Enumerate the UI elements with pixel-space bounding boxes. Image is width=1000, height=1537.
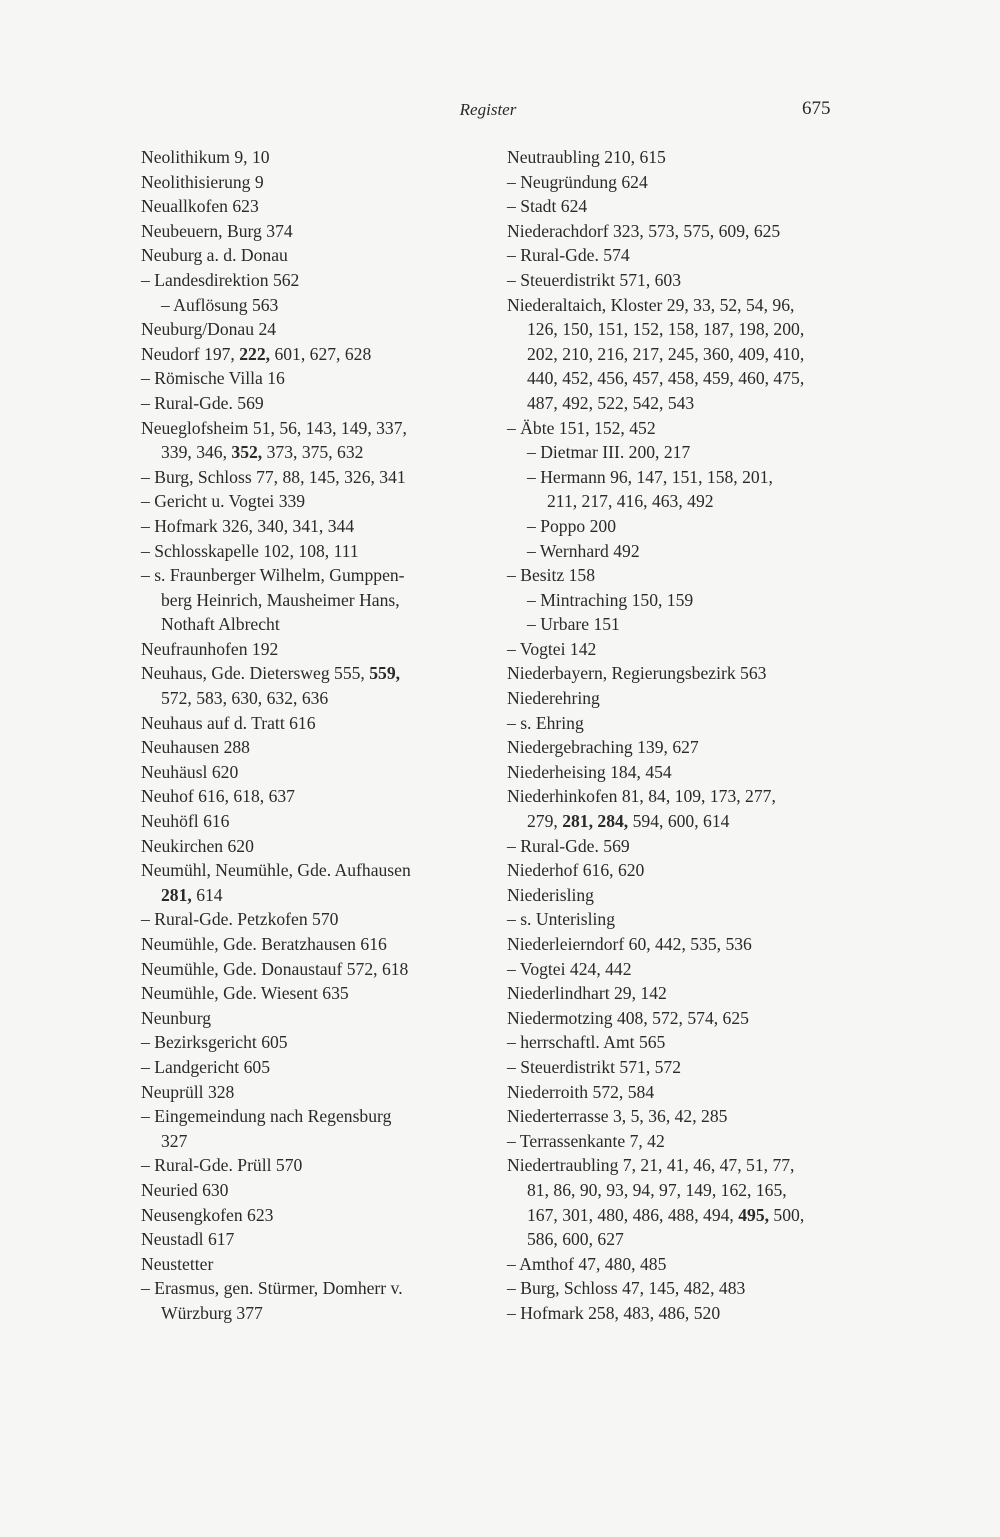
index-entry (507, 760, 843, 785)
index-entry-line: – Stadt 624 (507, 196, 588, 217)
index-entry-line: Niederheising 184, 454 (507, 761, 672, 782)
index-entry-line: Neolithisierung 9 (141, 171, 264, 192)
index-entry (507, 1006, 843, 1031)
index-entry-line: Neutraubling 210, 615 (507, 147, 666, 167)
index-entry-line: – Äbte 151, 152, 452 (507, 417, 656, 438)
index-entry (141, 1104, 479, 1153)
index-entry (141, 711, 479, 736)
index-entry-line: – Auflösung 563 (161, 294, 279, 315)
index-entry-line: Niederlindhart 29, 142 (507, 983, 667, 1004)
index-entry (141, 1030, 479, 1055)
index-entry-line: Neumühle, Gde. Donaustauf 572, 618 (141, 958, 409, 979)
index-entry (507, 1104, 843, 1129)
index-entry (507, 293, 843, 416)
index-entry (141, 1055, 479, 1080)
index-entry-line: 281, 614 (161, 884, 223, 905)
index-entry (507, 1276, 843, 1301)
index-entry-line: Niedergebraching 139, 627 (507, 737, 699, 758)
index-entry-line: – Gericht u. Vogtei 339 (141, 491, 306, 512)
index-entry-line: 440, 452, 456, 457, 458, 459, 460, 475, (527, 368, 805, 389)
index-entry-line: – s. Fraunberger Wilhelm, Gumppen- (141, 565, 405, 586)
index-entry (141, 416, 479, 465)
index-entry-line: – Rural-Gde. 574 (507, 245, 630, 266)
running-header: Register (459, 100, 517, 119)
index-entry (141, 243, 479, 268)
index-entry-line: – Burg, Schloss 77, 88, 145, 326, 341 (141, 466, 406, 487)
index-entry (507, 735, 843, 760)
index-entry-line: Würzburg 377 (161, 1302, 263, 1323)
index-entry (141, 342, 479, 367)
index-entry-line: Niederehring (507, 688, 600, 709)
index-entry (507, 957, 843, 982)
index-entry (141, 366, 479, 391)
index-entry (507, 219, 843, 244)
index-entry (507, 711, 843, 736)
index-entry-line: Niederterrasse 3, 5, 36, 42, 285 (507, 1106, 728, 1127)
index-entry (141, 1178, 479, 1203)
index-entry-line: – Hofmark 326, 340, 341, 344 (141, 515, 355, 536)
index-entry (141, 784, 479, 809)
index-entry-line: – Besitz 158 (507, 565, 595, 586)
index-entry (141, 907, 479, 932)
index-entry-line: 586, 600, 627 (527, 1229, 624, 1250)
index-column-left (141, 145, 479, 1326)
index-entry-line: Neustetter (141, 1253, 214, 1274)
index-entry (507, 834, 843, 859)
index-entry (507, 514, 843, 539)
index-entry (141, 145, 479, 170)
index-entry-line: – Steuerdistrikt 571, 603 (507, 269, 682, 290)
index-entry (141, 539, 479, 564)
index-entry (507, 465, 843, 514)
index-entry-line: – Neugründung 624 (507, 171, 648, 192)
index-entry-line: Neubeuern, Burg 374 (141, 220, 293, 241)
index-entry-line: Niederisling (507, 884, 594, 905)
index-entry (141, 760, 479, 785)
index-entry-line: – Rural-Gde. 569 (141, 392, 264, 413)
index-entry (141, 489, 479, 514)
index-entry-line: 81, 86, 90, 93, 94, 97, 149, 162, 165, (527, 1179, 787, 1200)
index-entry-line: Niederaltaich, Kloster 29, 33, 52, 54, 96, (507, 294, 795, 315)
index-entry-line: Neuhaus auf d. Tratt 616 (141, 712, 316, 733)
index-entry (141, 293, 479, 318)
index-entry-line: Neukirchen 620 (141, 835, 254, 856)
index-entry (141, 834, 479, 859)
index-entry-line: Neuhaus, Gde. Dietersweg 555, 559, (141, 663, 401, 684)
index-entry (507, 858, 843, 883)
index-entry (141, 932, 479, 957)
index-entry-line: 487, 492, 522, 542, 543 (527, 392, 695, 413)
index-entry-line: Niederleierndorf 60, 442, 535, 536 (507, 934, 752, 954)
index-entry (141, 391, 479, 416)
index-entry (507, 588, 843, 613)
index-entry-line: 167, 301, 480, 486, 488, 494, 495, 500, (527, 1204, 805, 1225)
index-entry (141, 563, 479, 637)
index-entry (507, 194, 843, 219)
index-entry-line: Neueglofsheim 51, 56, 143, 149, 337, (141, 417, 407, 438)
index-entry-line: Neuhäusl 620 (141, 761, 239, 782)
index-entry-line: Neuburg/Donau 24 (141, 319, 277, 340)
index-column-right (507, 145, 843, 1326)
index-entry-line: Neumühle, Gde. Beratzhausen 616 (141, 934, 387, 954)
index-entry (141, 268, 479, 293)
index-entry-line: – Rural-Gde. 569 (507, 835, 630, 856)
index-entry-line: Neufraunhofen 192 (141, 638, 279, 659)
index-entry-line: Neumühl, Neumühle, Gde. Aufhausen (141, 860, 411, 881)
index-entry (141, 1276, 479, 1325)
index-entry-line: – Vogtei 142 (507, 638, 597, 659)
index-entry-line: Neunburg (141, 1007, 212, 1028)
index-entry (141, 637, 479, 662)
index-entry (141, 1080, 479, 1105)
index-entry-line: Neudorf 197, 222, 601, 627, 628 (141, 343, 372, 364)
index-entry-line: – Schlosskapelle 102, 108, 111 (141, 540, 359, 561)
index-entry (141, 858, 479, 907)
index-entry (507, 981, 843, 1006)
index-entry (507, 612, 843, 637)
index-entry (507, 661, 843, 686)
index-entry-line: Neuhof 616, 618, 637 (141, 786, 295, 807)
index-entry-line: Neuprüll 328 (141, 1081, 235, 1102)
index-entry (507, 243, 843, 268)
index-entry (141, 1006, 479, 1031)
index-entry (507, 1129, 843, 1154)
index-entry (141, 735, 479, 760)
index-entry-line: Neuallkofen 623 (141, 196, 259, 217)
index-entry (141, 1252, 479, 1277)
index-entry (141, 1203, 479, 1228)
index-entry-line: Neuhausen 288 (141, 737, 250, 758)
index-entry (141, 981, 479, 1006)
index-entry (141, 514, 479, 539)
index-entry-line: – Terrassenkante 7, 42 (507, 1130, 665, 1151)
index-entry-line: – Eingemeindung nach Regensburg (141, 1106, 392, 1127)
index-entry-line: Niedermotzing 408, 572, 574, 625 (507, 1007, 749, 1028)
index-entry (507, 1080, 843, 1105)
index-entry-line: – Poppo 200 (527, 515, 616, 536)
index-entry-line: Niederhinkofen 81, 84, 109, 173, 277, (507, 786, 776, 807)
index-entry (507, 1252, 843, 1277)
index-entry (141, 809, 479, 834)
index-entry-line: Neolithikum 9, 10 (141, 147, 270, 167)
index-entry (507, 932, 843, 957)
index-entry (507, 637, 843, 662)
index-entry-line: 572, 583, 630, 632, 636 (161, 688, 329, 709)
index-entry-line: – Hermann 96, 147, 151, 158, 201, (527, 466, 773, 487)
index-entry (507, 416, 843, 441)
index-entry (507, 145, 843, 170)
index-entry-line: Neustadl 617 (141, 1229, 235, 1250)
index-entry-line: – Dietmar III. 200, 217 (527, 442, 691, 463)
index-entry (141, 957, 479, 982)
index-entry-line: – Wernhard 492 (527, 540, 640, 561)
index-entry (507, 1301, 843, 1326)
index-entry-line: 279, 281, 284, 594, 600, 614 (527, 811, 730, 832)
index-entry-line: 126, 150, 151, 152, 158, 187, 198, 200, (527, 319, 805, 340)
index-entry-line: Neumühle, Gde. Wiesent 635 (141, 983, 349, 1004)
index-entry (507, 170, 843, 195)
index-entry (141, 317, 479, 342)
index-entry (507, 1055, 843, 1080)
index-entry (507, 1153, 843, 1251)
index-entry (507, 1030, 843, 1055)
index-entry-line: – Hofmark 258, 483, 486, 520 (507, 1302, 721, 1323)
index-entry-line: – Burg, Schloss 47, 145, 482, 483 (507, 1278, 746, 1299)
index-entry-line: – Römische Villa 16 (141, 368, 285, 389)
index-entry (141, 661, 479, 710)
index-entry-line: 339, 346, 352, 373, 375, 632 (161, 442, 364, 463)
index-entry (507, 883, 843, 908)
index-entry-line: Niederroith 572, 584 (507, 1081, 655, 1102)
index-entry-line: – Rural-Gde. Prüll 570 (141, 1155, 303, 1176)
index-entry (507, 686, 843, 711)
index-entry-line: – Erasmus, gen. Stürmer, Domherr v. (141, 1278, 403, 1299)
index-entry-line: Niederachdorf 323, 573, 575, 609, 625 (507, 220, 781, 241)
index-entry (141, 170, 479, 195)
index-entry (141, 1153, 479, 1178)
index-entry-line: Niedertraubling 7, 21, 41, 46, 47, 51, 77, (507, 1155, 795, 1176)
index-entry (141, 219, 479, 244)
index-entry-line: – s. Ehring (507, 712, 584, 733)
index-entry-line: – s. Unterisling (507, 909, 616, 930)
index-entry (507, 784, 843, 833)
index-entry (507, 268, 843, 293)
index-entry-line: Niederbayern, Regierungsbezirk 563 (507, 663, 767, 684)
index-entry-line: – Urbare 151 (527, 614, 620, 635)
index-entry-line: 202, 210, 216, 217, 245, 360, 409, 410, (527, 343, 805, 364)
index-entry-line: – Steuerdistrikt 571, 572 (507, 1056, 682, 1077)
index-entry-line: Niederhof 616, 620 (507, 860, 645, 881)
index-entry-line: – herrschaftl. Amt 565 (507, 1032, 666, 1053)
index-entry (507, 440, 843, 465)
index-entry-line: – Landgericht 605 (141, 1056, 270, 1077)
index-entry-line: Neusengkofen 623 (141, 1204, 274, 1225)
index-entry (507, 563, 843, 588)
index-entry-line: Neuburg a. d. Donau (141, 245, 288, 266)
index-entry-line: – Amthof 47, 480, 485 (507, 1253, 667, 1274)
index-entry-line: Neuhöfl 616 (141, 811, 230, 832)
index-entry (141, 194, 479, 219)
index-entry-line: – Rural-Gde. Petzkofen 570 (141, 909, 339, 930)
index-entry-line: 327 (161, 1130, 188, 1151)
index-entry-line: berg Heinrich, Mausheimer Hans, (161, 589, 400, 610)
index-entry (141, 465, 479, 490)
index-entry-line: – Vogtei 424, 442 (507, 958, 632, 979)
index-entry-line: – Landesdirektion 562 (141, 269, 300, 290)
index-entry-line: 211, 217, 416, 463, 492 (547, 491, 714, 512)
index-entry (507, 907, 843, 932)
page-number: 675 (802, 98, 831, 119)
index-entry (507, 539, 843, 564)
index-entry-line: Neuried 630 (141, 1179, 229, 1200)
index-entry-line: – Mintraching 150, 159 (527, 589, 694, 610)
index-entry-line: Nothaft Albrecht (161, 614, 280, 635)
index-entry (141, 1227, 479, 1252)
index-entry-line: – Bezirksgericht 605 (141, 1032, 288, 1053)
